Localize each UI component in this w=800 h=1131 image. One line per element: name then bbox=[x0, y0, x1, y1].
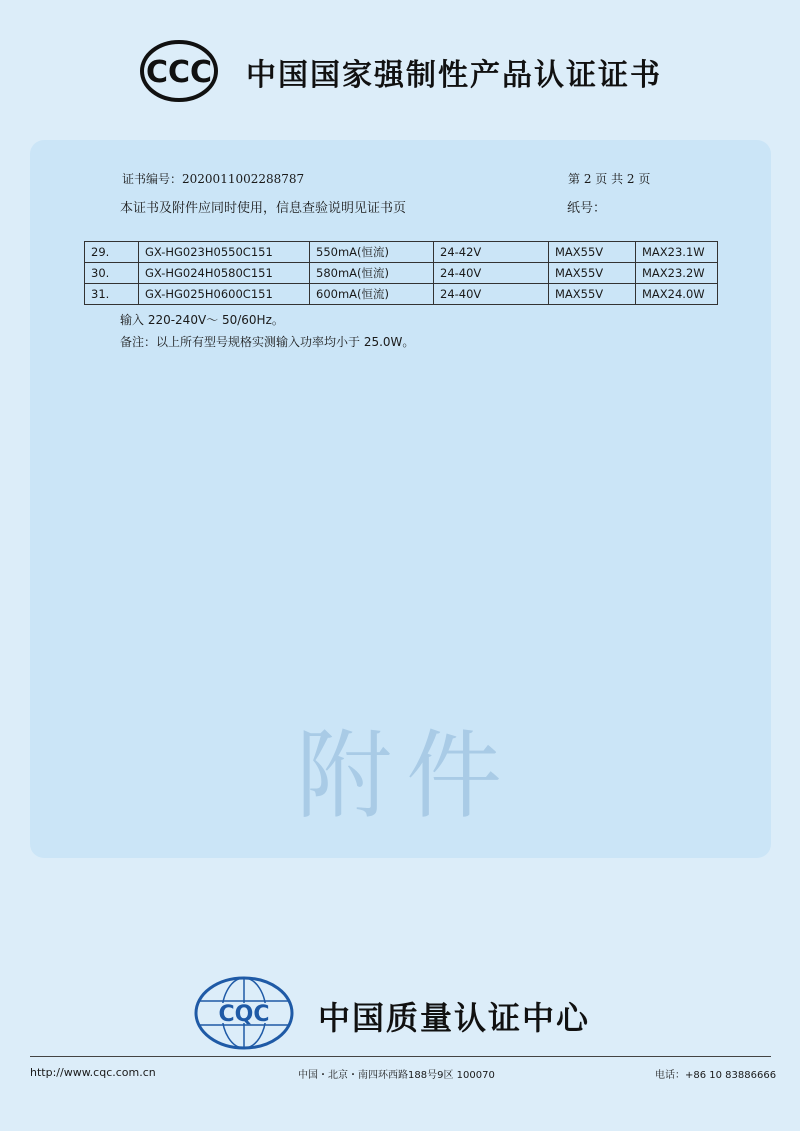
current-cell: 580mA(恒流) bbox=[310, 263, 434, 284]
footer-divider bbox=[30, 1056, 771, 1057]
input-note: 输入 220-240V～ 50/60Hz。 bbox=[120, 313, 284, 327]
page-info: 第 2 页 共 2 页 bbox=[568, 172, 651, 186]
paper-number-label: 纸号： bbox=[567, 201, 607, 216]
website-url: http://www.cqc.com.cn bbox=[30, 1066, 156, 1079]
voltage-range-cell: 24-40V bbox=[434, 263, 549, 284]
remark-note: 备注：以上所有型号规格实测输入功率均小于 25.0W。 bbox=[120, 335, 415, 349]
table-row bbox=[85, 284, 718, 305]
voltage-range-cell: 24-42V bbox=[434, 242, 549, 263]
table-row bbox=[85, 263, 718, 284]
certificate-title: 中国国家强制性产品认证证书 bbox=[246, 58, 662, 93]
row-index: 31. bbox=[85, 284, 139, 305]
certificate-number-value: 2020011002288787 bbox=[182, 172, 305, 186]
issuer-address: 中国・北京・南四环西路188号9区 100070 bbox=[298, 1070, 495, 1081]
max-power-cell: MAX24.0W bbox=[636, 284, 718, 305]
issuer-name: 中国质量认证中心 bbox=[318, 999, 591, 1037]
cqc-logo-text: CQC bbox=[218, 1002, 270, 1027]
table-row bbox=[85, 242, 718, 263]
max-voltage-cell: MAX55V bbox=[549, 263, 636, 284]
row-index: 29. bbox=[85, 242, 139, 263]
model-table bbox=[84, 241, 718, 305]
certificate-number bbox=[122, 170, 304, 187]
max-voltage-cell: MAX55V bbox=[549, 242, 636, 263]
model-cell: GX-HG024H0580C151 bbox=[139, 263, 310, 284]
current-cell: 600mA(恒流) bbox=[310, 284, 434, 305]
usage-notice: 本证书及附件应同时使用，信息查验说明见证书页 bbox=[120, 201, 407, 216]
ccc-logo bbox=[140, 40, 218, 102]
row-index: 30. bbox=[85, 263, 139, 284]
model-cell: GX-HG025H0600C151 bbox=[139, 284, 310, 305]
attachment-watermark: 附件 bbox=[296, 720, 516, 832]
cqc-logo bbox=[192, 975, 296, 1051]
max-power-cell: MAX23.2W bbox=[636, 263, 718, 284]
max-voltage-cell: MAX55V bbox=[549, 284, 636, 305]
ccc-logo-text: CCC bbox=[145, 55, 213, 90]
voltage-range-cell: 24-40V bbox=[434, 284, 549, 305]
issuer-phone: 电话：+86 10 83886666 bbox=[655, 1070, 777, 1081]
current-cell: 550mA(恒流) bbox=[310, 242, 434, 263]
certificate-number-label: 证书编号： bbox=[122, 172, 183, 186]
max-power-cell: MAX23.1W bbox=[636, 242, 718, 263]
model-cell: GX-HG023H0550C151 bbox=[139, 242, 310, 263]
